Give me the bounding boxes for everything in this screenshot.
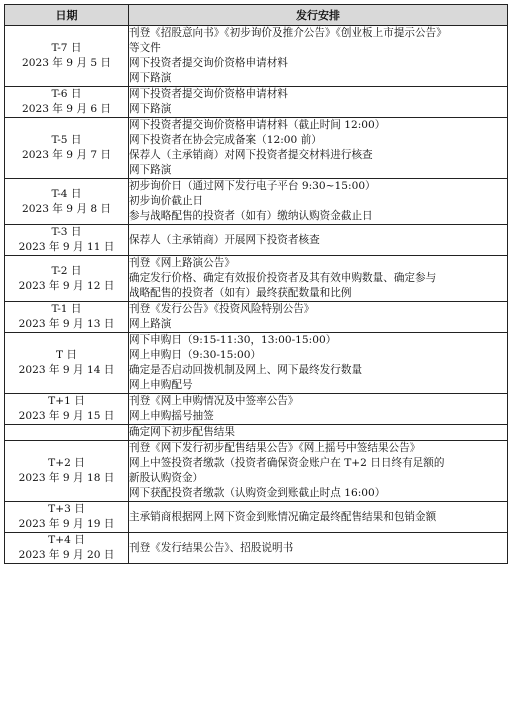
day-label: T-1 日 — [51, 303, 82, 315]
table-row — [5, 26, 508, 87]
arrangement-line: 刊登《网上路演公告》 — [129, 257, 235, 269]
date-cell — [5, 302, 129, 333]
calendar-date: 2023 年 9 月 8 日 — [21, 202, 112, 215]
day-label: T+2 日 — [48, 457, 85, 469]
arrangement-line: 保荐人（主承销商）对网下投资者提交材料进行核查 — [129, 149, 373, 161]
arrangement-line: 等文件 — [129, 42, 161, 54]
date-cell — [5, 425, 129, 441]
arrangement-cell — [129, 533, 508, 564]
date-cell — [5, 256, 129, 302]
arrangement-cell — [129, 302, 508, 333]
table-row — [5, 533, 508, 564]
day-label: T+1 日 — [48, 395, 85, 407]
calendar-date: 2023 年 9 月 5 日 — [21, 57, 112, 69]
arrangement-line: 初步询价截止日 — [129, 195, 204, 207]
day-label: T-2 日 — [51, 264, 82, 277]
date-cell — [5, 26, 129, 87]
arrangement-line: 网下投资者提交询价资格申请材料（截止时间 12:00） — [129, 119, 386, 131]
calendar-date: 2023 年 9 月 15 日 — [18, 410, 115, 422]
arrangement-line: 刊登《招股意向书》《初步询价及推介公告》《创业板上市提示公告》 — [129, 27, 447, 39]
arrangement-line: 网下申购日（9:15-11:30，13:00-15:00） — [129, 334, 337, 346]
date-cell — [5, 394, 129, 425]
calendar-date: 2023 年 9 月 12 日 — [18, 279, 115, 292]
arrangement-line: 网上申购配号 — [129, 379, 193, 391]
arrangement-line: 刊登《网上申购情况及中签率公告》 — [129, 395, 299, 407]
calendar-date: 2023 年 9 月 20 日 — [18, 549, 115, 561]
header-date: 日期 — [5, 5, 129, 26]
arrangement-line: 刊登《发行公告》《投资风险特别公告》 — [129, 303, 315, 315]
arrangement-line: 确定发行价格、确定有效报价投资者及其有效申购数量、确定参与 — [129, 272, 437, 284]
schedule-body — [5, 26, 508, 564]
arrangement-line: 新股认购资金） — [129, 472, 204, 484]
calendar-date: 2023 年 9 月 11 日 — [18, 241, 115, 253]
header-arrangement: 发行安排 — [129, 5, 508, 26]
arrangement-line: 保荐人（主承销商）开展网下投资者核查 — [129, 233, 320, 246]
table-row — [5, 256, 508, 302]
day-label: T+4 日 — [48, 534, 85, 546]
arrangement-line: 网上申购日（9:30-15:00） — [129, 349, 262, 361]
arrangement-line: 主承销商根据网上网下资金到账情况确定最终配售结果和包销金额 — [129, 510, 437, 523]
arrangement-cell — [129, 502, 508, 533]
arrangement-cell — [129, 118, 508, 179]
arrangement-cell — [129, 26, 508, 87]
arrangement-line: 网上申购摇号抽签 — [129, 410, 214, 422]
day-label: T-6 日 — [51, 88, 82, 100]
day-label: T-4 日 — [51, 187, 82, 200]
day-label: T 日 — [55, 349, 78, 361]
arrangement-cell — [129, 87, 508, 118]
arrangement-line: 网上中签投资者缴款（投资者确保资金账户在 T+2 日日终有足额的 — [129, 457, 445, 469]
arrangement-cell — [129, 179, 508, 225]
arrangement-line: 网下路演 — [129, 72, 172, 84]
date-cell — [5, 225, 129, 256]
calendar-date: 2023 年 9 月 18 日 — [18, 472, 115, 484]
date-cell — [5, 179, 129, 225]
arrangement-line: 网下路演 — [129, 164, 172, 176]
table-header-row — [5, 5, 508, 26]
day-label: T+3 日 — [48, 503, 85, 515]
table-row — [5, 87, 508, 118]
table-row — [5, 118, 508, 179]
arrangement-line: 网下投资者在协会完成备案（12:00 前） — [129, 134, 322, 146]
table-row — [5, 502, 508, 533]
table-row — [5, 394, 508, 425]
table-row — [5, 333, 508, 394]
arrangement-line: 网下投资者提交询价资格申请材料 — [129, 57, 288, 69]
table-row — [5, 225, 508, 256]
arrangement-line: 确定是否启动回拨机制及网上、网下最终发行数量 — [129, 364, 363, 376]
calendar-date: 2023 年 9 月 6 日 — [21, 103, 112, 115]
date-cell — [5, 502, 129, 533]
table-row — [5, 302, 508, 333]
calendar-date: 2023 年 9 月 13 日 — [18, 318, 115, 330]
arrangement-line: 网下投资者提交询价资格申请材料 — [129, 88, 288, 100]
date-cell — [5, 441, 129, 502]
arrangement-cell — [129, 225, 508, 256]
table-row — [5, 425, 508, 441]
arrangement-cell — [129, 333, 508, 394]
date-cell — [5, 333, 129, 394]
table-row — [5, 179, 508, 225]
arrangement-cell — [129, 256, 508, 302]
table-row — [5, 441, 508, 502]
arrangement-line: 确定网下初步配售结果 — [129, 426, 235, 438]
arrangement-cell — [129, 441, 508, 502]
arrangement-line: 参与战略配售的投资者（如有）缴纳认购资金截止日 — [129, 210, 373, 222]
day-label: T-3 日 — [51, 226, 82, 238]
day-label: T-5 日 — [51, 134, 82, 146]
arrangement-line: 战略配售的投资者（如有）最终获配数量和比例 — [129, 287, 352, 299]
date-cell — [5, 87, 129, 118]
arrangement-line: 网下路演 — [129, 103, 172, 115]
arrangement-line: 刊登《网下发行初步配售结果公告》《网上摇号中签结果公告》 — [129, 442, 421, 454]
calendar-date: 2023 年 9 月 7 日 — [21, 149, 112, 161]
offering-schedule-table — [4, 4, 508, 564]
calendar-date: 2023 年 9 月 19 日 — [18, 518, 115, 530]
arrangement-cell — [129, 425, 508, 441]
arrangement-line: 初步询价日（通过网下发行电子平台 9:30~15:00） — [129, 180, 376, 192]
date-cell — [5, 533, 129, 564]
arrangement-line: 网下获配投资者缴款（认购资金到账截止时点 16:00） — [129, 487, 386, 499]
date-cell — [5, 118, 129, 179]
arrangement-line: 刊登《发行结果公告》、招股说明书 — [129, 541, 294, 554]
arrangement-line: 网上路演 — [129, 318, 172, 330]
day-label: T-7 日 — [51, 42, 82, 54]
arrangement-cell — [129, 394, 508, 425]
calendar-date: 2023 年 9 月 14 日 — [18, 364, 115, 376]
